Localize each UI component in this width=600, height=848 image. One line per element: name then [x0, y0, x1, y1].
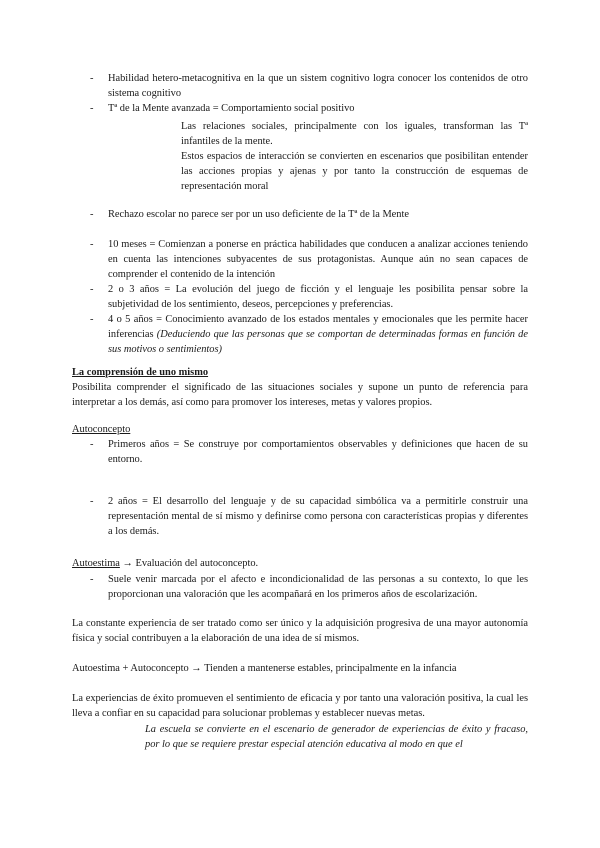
- list-item: - Rechazo escolar no parece ser por un uso deficiente de la Tª de la Mente: [90, 209, 409, 220]
- list-item: - Tª de la Mente avanzada = Comportamiento social positivo: [90, 103, 355, 114]
- list-text: 4 o 5 años = Conocimiento avanzado de los estados mentales y emocionales que les permite hacer inferencias: [108, 314, 528, 340]
- paragraph: La constante experiencia de ser tratado como ser único y la adquisición progresiva de una mayor autonomía física y social contribuyen a la elaboración de una idea de sí mismos.: [72, 618, 528, 644]
- section-title: La comprensión de uno mismo: [72, 367, 209, 378]
- section-intro: Posibilita comprender el significado de las situaciones sociales y supone un punto de referencia para interpretar a los demás, así como para promover los intereses, metas y valores propios.: [72, 382, 528, 408]
- list-text: Rechazo escolar no parece ser por un uso deficiente de la Tª de la Mente: [108, 209, 409, 220]
- list-text: Tª de la Mente avanzada = Comportamiento social positivo: [108, 103, 355, 114]
- paragraph: La experiencias de éxito promueven el sentimiento de eficacia y por tanto una valoración positiva, la cual les lleva a confiar en su capacidad para solucionar problemas y establecer nuevas metas.: [72, 693, 528, 719]
- list-item: - Suele venir marcada por el afecto e incondicionalidad de las personas a su contexto, lo que les proporcionan una valoración que les acompañará en los primeros años de escolarización.: [90, 574, 528, 600]
- list-text: 10 meses = Comienzan a ponerse en práctica habilidades que conducen a analizar acciones teniendo en cuenta las intenciones subyacentes de sus protagonistas. Aunque aún no sean capaces de comprender el contenido de la intención: [108, 239, 528, 280]
- list-italic-note: (Deduciendo que las personas que se comportan de determinadas formas en función de sus motivos o sentimientos): [108, 329, 528, 355]
- list-item: - Habilidad hetero-metacognitiva en la que un sistem cognitivo logra conocer los contenidos de otro sistema cognitivo: [90, 73, 528, 99]
- list-text: Suele venir marcada por el afecto e incondicionalidad de las personas a su contexto, lo que les proporcionan una valoración que les acompañará en los primeros años de escolarización.: [108, 574, 528, 600]
- autoestima-line: Autoestima → Evaluación del autoconcepto.: [72, 558, 259, 569]
- list-text: Habilidad hetero-metacognitiva en la que un sistem cognitivo logra conocer los contenidos de otro sistema cognitivo: [108, 73, 528, 99]
- list-text: 2 o 3 años = La evolución del juego de ficción y el lenguaje les posibilita pensar sobre la subjetividad de los sentimiento, deseos, percepciones y preferencias.: [108, 284, 528, 310]
- subheading-autoconcepto: Autoconcepto: [72, 424, 131, 435]
- indented-paragraph: Estos espacios de interacción se convierten en escenarios que posibilitan entender las acciones propias y ajenas y por tanto la construcción de esquemas de representación moral: [181, 151, 528, 192]
- italic-quote: La escuela se convierte en el escenario de generador de experiencias de éxito y fracaso, por lo que se requiere prestar especial atención educativa al modo en que el: [145, 724, 528, 750]
- arrow-icon: →: [191, 663, 202, 674]
- subheading-autoestima: Autoestima: [72, 558, 120, 569]
- list-text: Primeros años = Se construye por comportamientos observables y definiciones que hacen de su entorno.: [108, 439, 528, 465]
- list-item: - 10 meses = Comienzan a ponerse en práctica habilidades que conducen a analizar acciones teniendo en cuenta las intenciones subyacentes de sus protagonistas. Aunque aún no sean capaces de comprender el contenido de la intención: [90, 239, 528, 280]
- list-item: - 4 o 5 años = Conocimiento avanzado de los estados mentales y emocionales que les permite hacer inferencias (Deduciendo que las personas que se comportan de determinadas formas en función de sus motivos o sentimientos): [90, 314, 528, 355]
- indented-paragraph: Las relaciones sociales, principalmente con los iguales, transforman las Tª infantiles de la mente.: [181, 121, 528, 147]
- list-item: - 2 o 3 años = La evolución del juego de ficción y el lenguaje les posibilita pensar sobre la subjetividad de los sentimiento, deseos, percepciones y preferencias.: [90, 284, 528, 310]
- list-item: - Primeros años = Se construye por comportamientos observables y definiciones que hacen de su entorno.: [90, 439, 528, 465]
- arrow-icon: →: [122, 558, 133, 569]
- list-text: 2 años = El desarrollo del lenguaje y de su capacidad simbólica va a permitirle construir una representación mental de sí mismo y definirse como persona con características propias y diferentes a los demás.: [108, 496, 528, 537]
- list-item: - 2 años = El desarrollo del lenguaje y de su capacidad simbólica va a permitirle construir una representación mental de sí mismo y definirse como persona con características propias y diferentes a los demás.: [90, 496, 528, 537]
- formula-line: Autoestima + Autoconcepto → Tienden a mantenerse estables, principalmente en la infancia: [72, 663, 457, 674]
